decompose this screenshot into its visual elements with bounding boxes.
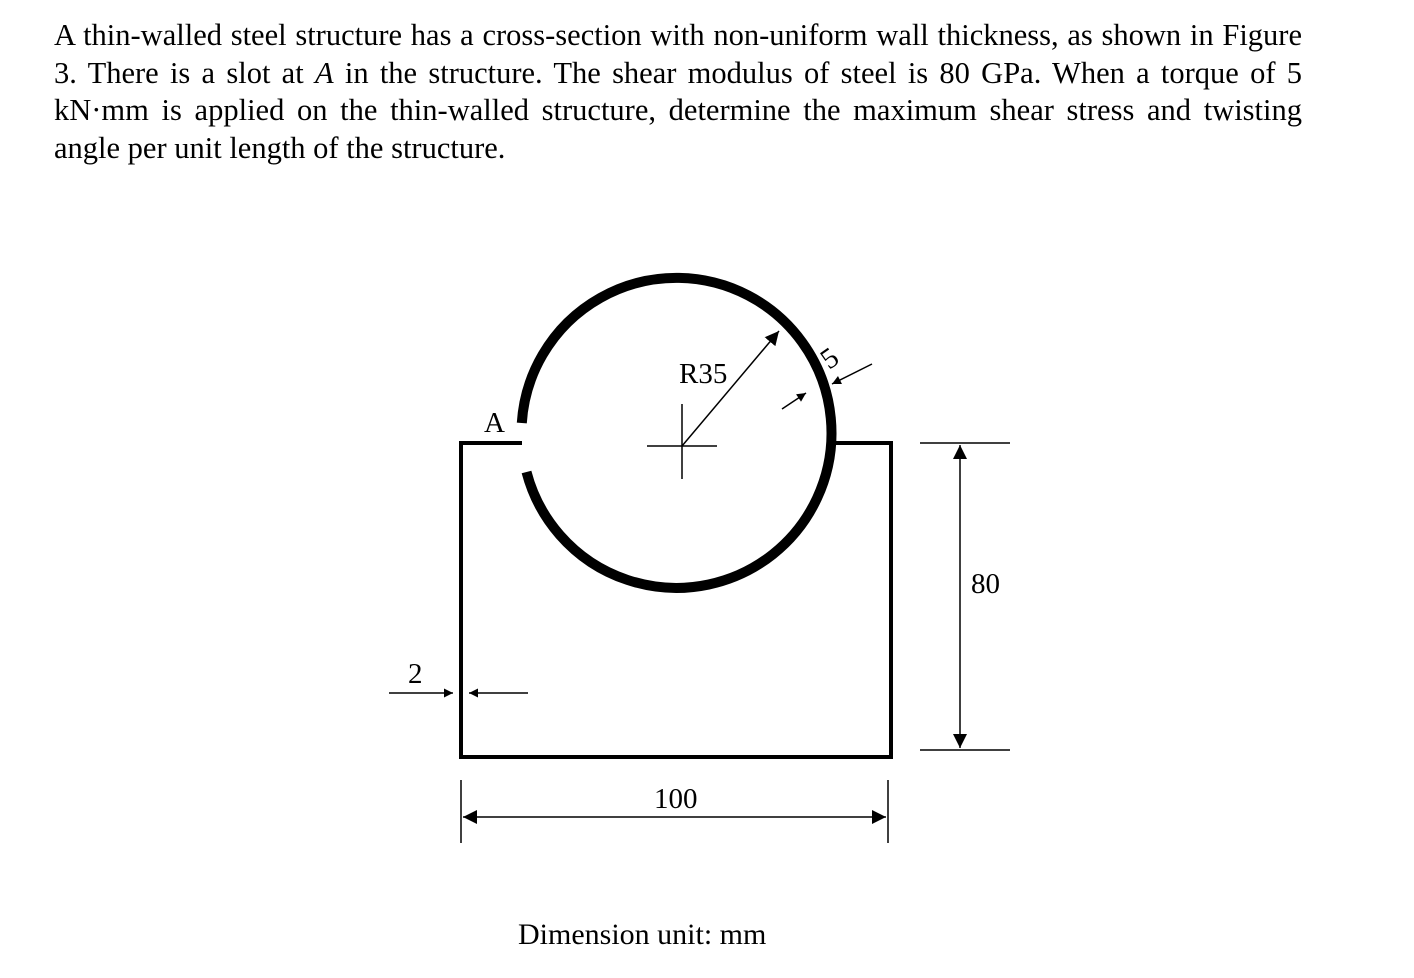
height-label: 80 — [971, 568, 1000, 600]
width-label: 100 — [654, 783, 698, 815]
problem-text-part2: in the structure. The shear modulus of steel is 80 GPa. When a torque of 5 kN·mm is applied on the thin-walled structure, determine the maximum shear stress and twisting angle per unit length of the structure. — [54, 55, 1302, 165]
problem-text-part1: A thin-walled steel structure has a cross-section with non-uniform wall thickness, as shown in Figure 3. There is a slot at — [54, 18, 1302, 90]
circular-wall — [522, 278, 832, 588]
dimension-unit-caption: Dimension unit: mm — [518, 918, 767, 951]
circle-thickness-arrow-inner — [782, 393, 806, 409]
rect-thickness-label: 2 — [408, 658, 423, 690]
circle-thickness-label: 5 — [814, 341, 845, 376]
rectangular-wall — [461, 443, 891, 757]
slot-point-label: A — [314, 55, 334, 90]
slot-label: A — [484, 407, 505, 439]
radius-label: R35 — [679, 358, 728, 390]
